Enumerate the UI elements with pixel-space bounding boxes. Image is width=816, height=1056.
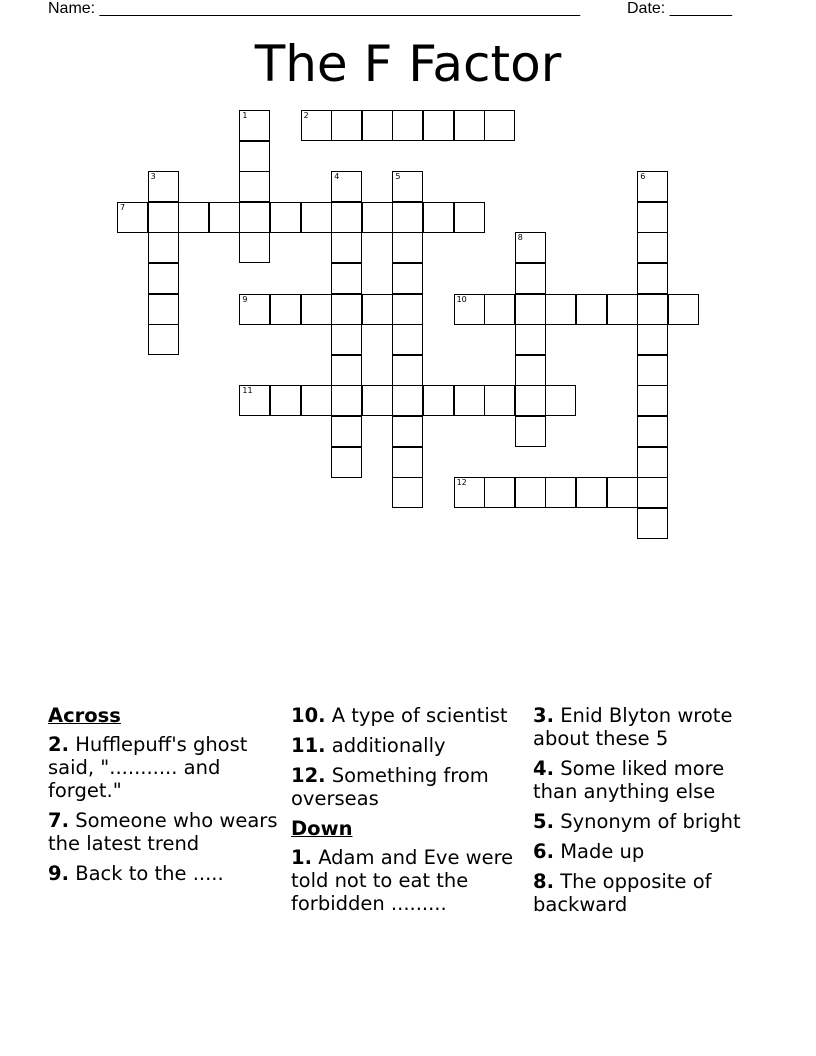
grid-cell[interactable] <box>148 171 179 202</box>
grid-cell[interactable] <box>239 202 270 233</box>
grid-cell[interactable] <box>239 141 270 172</box>
clue-across-11: 11. additionally <box>291 734 446 757</box>
grid-cell[interactable] <box>392 324 423 355</box>
clue-down-5: 5. Synonym of bright <box>533 810 741 833</box>
grid-cell[interactable] <box>270 202 301 233</box>
clue-number: 1 <box>242 111 248 120</box>
date-field-label: Date: _______ <box>627 0 732 17</box>
grid-cell[interactable] <box>270 385 301 416</box>
grid-cell[interactable] <box>301 294 332 325</box>
grid-cell[interactable] <box>637 263 668 294</box>
across-heading: Across <box>48 704 121 727</box>
grid-cell[interactable] <box>178 202 209 233</box>
clue-down-1: 1. Adam and Eve were told not to eat the forbidden ......... <box>291 846 514 915</box>
grid-cell[interactable] <box>392 171 423 202</box>
grid-cell[interactable] <box>515 294 546 325</box>
clue-number: 12 <box>456 478 467 488</box>
clue-down-6: 6. Made up <box>533 840 645 863</box>
down-heading: Down <box>291 817 353 840</box>
grid-cell[interactable] <box>454 385 485 416</box>
grid-cell[interactable] <box>637 171 668 202</box>
grid-cell[interactable] <box>423 110 454 141</box>
grid-cell[interactable] <box>515 324 546 355</box>
clue-number: 2 <box>303 111 309 120</box>
grid-cell[interactable] <box>637 447 668 478</box>
grid-cell[interactable] <box>484 294 515 325</box>
grid-cell[interactable] <box>392 447 423 478</box>
clue-number: 7 <box>120 202 126 212</box>
grid-cell[interactable] <box>515 477 546 508</box>
grid-cell[interactable] <box>331 263 362 294</box>
clue-number: 11 <box>242 386 253 396</box>
grid-cell[interactable] <box>637 232 668 263</box>
grid-cell[interactable] <box>423 385 454 416</box>
grid-cell[interactable] <box>607 294 638 325</box>
grid-cell[interactable] <box>331 171 362 202</box>
grid-cell[interactable] <box>545 477 576 508</box>
grid-cell[interactable] <box>392 232 423 263</box>
clue-across-2: 2. Hufflepuff's ghost said, "........... and forget." <box>48 733 248 802</box>
clue-number: 5 <box>395 172 401 182</box>
grid-cell[interactable] <box>239 385 270 416</box>
grid-cell[interactable] <box>148 232 179 263</box>
grid-cell[interactable] <box>484 110 515 141</box>
grid-cell[interactable] <box>331 202 362 233</box>
grid-cell[interactable] <box>392 110 423 141</box>
grid-cell[interactable] <box>148 294 179 325</box>
grid-cell[interactable] <box>239 171 270 202</box>
grid-cell[interactable] <box>392 263 423 294</box>
clue-down-3: 3. Enid Blyton wrote about these 5 <box>533 704 733 750</box>
grid-cell[interactable] <box>637 477 668 508</box>
grid-cell[interactable] <box>331 447 362 478</box>
grid-cell[interactable] <box>454 477 485 508</box>
grid-cell[interactable] <box>484 385 515 416</box>
grid-cell[interactable] <box>545 294 576 325</box>
grid-cell[interactable] <box>209 202 240 233</box>
grid-cell[interactable] <box>392 355 423 386</box>
grid-cell[interactable] <box>148 324 179 355</box>
grid-cell[interactable] <box>331 385 362 416</box>
grid-cell[interactable] <box>148 263 179 294</box>
clue-across-9: 9. Back to the ..... <box>48 862 224 885</box>
grid-cell[interactable] <box>637 508 668 539</box>
clue-number: 4 <box>334 172 340 182</box>
grid-cell[interactable] <box>545 385 576 416</box>
grid-cell[interactable] <box>270 294 301 325</box>
grid-cell[interactable] <box>515 232 546 263</box>
grid-cell[interactable] <box>392 294 423 325</box>
clue-down-8: 8. The opposite of backward <box>533 870 712 916</box>
grid-cell[interactable] <box>362 202 393 233</box>
grid-cell[interactable] <box>392 385 423 416</box>
clue-across-12: 12. Something from overseas <box>291 764 489 810</box>
grid-cell[interactable] <box>148 202 179 233</box>
clue-across-7: 7. Someone who wears the latest trend <box>48 809 278 855</box>
grid-cell[interactable] <box>637 385 668 416</box>
grid-cell[interactable] <box>301 202 332 233</box>
grid-cell[interactable] <box>362 110 393 141</box>
grid-cell[interactable] <box>362 385 393 416</box>
clue-number: 8 <box>517 233 523 243</box>
grid-cell[interactable] <box>301 110 332 141</box>
grid-cell[interactable] <box>239 110 270 141</box>
clue-number: 6 <box>640 172 646 182</box>
grid-cell[interactable] <box>331 110 362 141</box>
grid-cell[interactable] <box>239 294 270 325</box>
clues-column-1 <box>48 704 280 892</box>
grid-cell[interactable] <box>484 477 515 508</box>
grid-cell[interactable] <box>515 263 546 294</box>
clues-column-2 <box>291 704 527 922</box>
grid-cell[interactable] <box>515 355 546 386</box>
grid-cell[interactable] <box>637 355 668 386</box>
grid-cell[interactable] <box>515 416 546 447</box>
grid-cell[interactable] <box>454 110 485 141</box>
grid-cell[interactable] <box>637 324 668 355</box>
clue-across-10: 10. A type of scientist <box>291 704 508 727</box>
grid-cell[interactable] <box>392 416 423 447</box>
grid-cell[interactable] <box>331 294 362 325</box>
grid-cell[interactable] <box>454 294 485 325</box>
grid-cell[interactable] <box>301 385 332 416</box>
grid-cell[interactable] <box>331 324 362 355</box>
grid-cell[interactable] <box>392 477 423 508</box>
grid-cell[interactable] <box>607 477 638 508</box>
grid-cell[interactable] <box>117 202 148 233</box>
grid-cell[interactable] <box>239 232 270 263</box>
clue-down-4: 4. Some liked more than anything else <box>533 757 725 803</box>
grid-cell[interactable] <box>454 202 485 233</box>
clue-number: 9 <box>242 294 248 304</box>
grid-cell[interactable] <box>637 202 668 233</box>
clue-number: 10 <box>456 294 467 304</box>
clues-column-3 <box>533 704 765 923</box>
grid-cell[interactable] <box>331 232 362 263</box>
name-field-label: Name: ______________________________________________________ <box>48 0 581 17</box>
grid-cell[interactable] <box>637 416 668 447</box>
grid-cell[interactable] <box>331 416 362 447</box>
grid-cell[interactable] <box>331 355 362 386</box>
grid-cell[interactable] <box>576 294 607 325</box>
grid-cell[interactable] <box>637 294 668 325</box>
clue-number: 3 <box>150 172 156 182</box>
grid-cell[interactable] <box>423 202 454 233</box>
grid-cell[interactable] <box>515 385 546 416</box>
grid-cell[interactable] <box>576 477 607 508</box>
grid-cell[interactable] <box>362 294 393 325</box>
page-title: The F Factor <box>254 35 562 93</box>
grid-cell[interactable] <box>392 202 423 233</box>
grid-cell[interactable] <box>668 294 699 325</box>
